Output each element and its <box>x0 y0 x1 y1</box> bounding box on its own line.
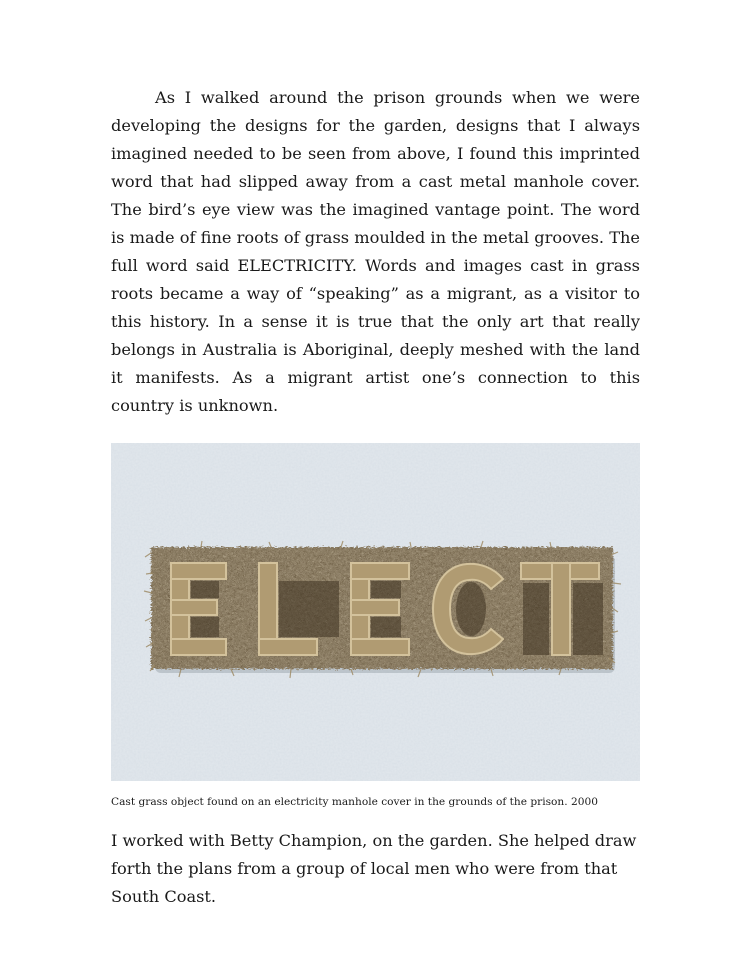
grass-cast-photo <box>111 443 640 781</box>
grass-cast-illustration <box>111 443 640 781</box>
letter-e-1 <box>171 563 226 655</box>
figure-caption: Cast grass object found on an electricity manhole cover in the grounds of the prison. 2000 <box>111 796 598 808</box>
body-paragraph-2: I worked with Betty Champion, on the garden. She helped draw forth the plans from a group of local men who were from that South Coast. <box>111 831 637 906</box>
body-paragraph-1: As I walked around the prison grounds when we were developing the designs for the garden, designs that I always imagined needed to be seen from above, I found this imprinted word that had slipped away from a cast metal manhole cover. The bird’s eye view was the imagined vantage point. The word is made of fine roots of grass moulded in the metal grooves. The full word said ELECTRICITY. Words and images cast in grass roots became a way of “speaking” as a migrant, as a visitor to this history. In a sense it is true that the only art that really belongs in Australia is Aboriginal, deeply meshed with the land it manifests. As a migrant artist one’s connection to this country is unknown. <box>111 88 640 415</box>
